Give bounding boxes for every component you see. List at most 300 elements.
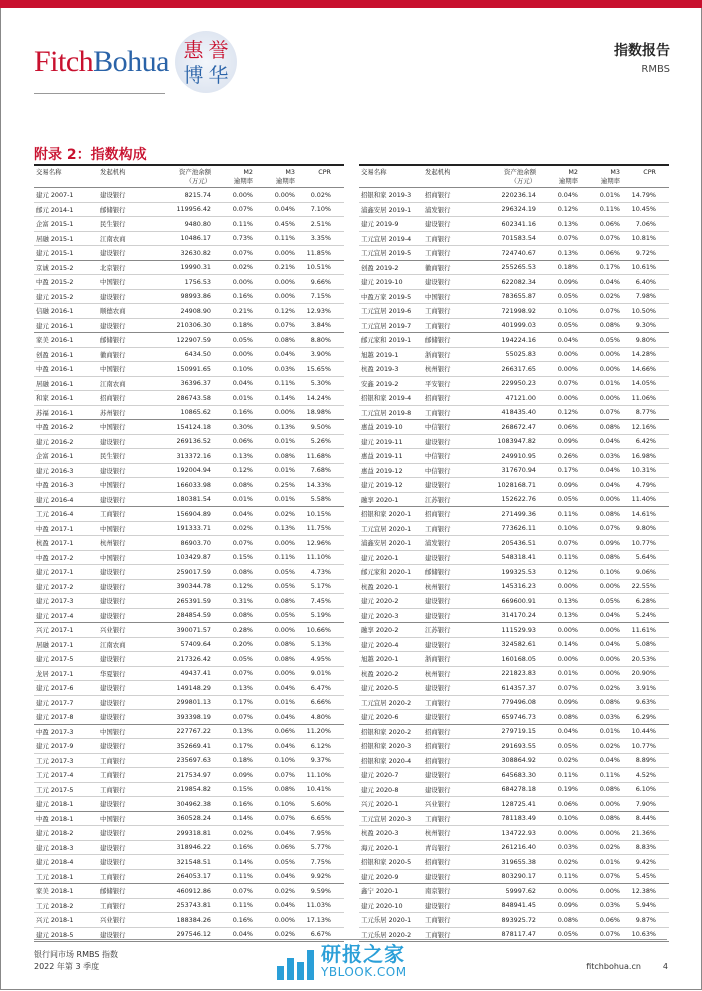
cell-originator: 建设银行 — [425, 771, 451, 780]
cell-m2-delinquency: 0.18% — [232, 756, 253, 765]
cell-originator: 工商银行 — [425, 930, 451, 939]
cell-deal-name: 中盈 2016-3 — [36, 481, 74, 490]
cell-originator: 江南农商 — [100, 640, 126, 649]
cell-pool-balance: 98993.86 — [180, 292, 211, 301]
footer-publication — [34, 949, 118, 973]
cell-pool-balance: 205436.51 — [501, 538, 536, 547]
table-row — [34, 638, 344, 653]
cell-m3-delinquency: 0.11% — [274, 234, 295, 243]
cell-deal-name: 建元 2020-3 — [361, 611, 399, 620]
cell-m2-delinquency: 0.09% — [557, 698, 578, 707]
cell-m3-delinquency: 0.07% — [274, 770, 295, 779]
table-row — [34, 290, 344, 305]
cell-pool-balance: 279719.15 — [501, 727, 536, 736]
cell-cpr: 5.60% — [310, 799, 331, 808]
cell-m2-delinquency: 0.18% — [557, 263, 578, 272]
cell-cpr: 9.63% — [635, 698, 656, 707]
table-row — [34, 754, 344, 769]
cell-pool-balance: 779496.08 — [501, 698, 536, 707]
cell-deal-name: 居融 2015-1 — [36, 234, 74, 243]
table-row — [34, 304, 344, 319]
cell-pool-balance: 291693.55 — [501, 741, 536, 750]
table-row — [359, 812, 669, 827]
cell-m2-delinquency: 0.11% — [232, 872, 253, 881]
cell-cpr: 3.91% — [635, 683, 656, 692]
cell-m3-delinquency: 0.11% — [599, 770, 620, 779]
cell-cpr: 4.73% — [310, 567, 331, 576]
cell-deal-name: 建元 2015-2 — [36, 292, 74, 301]
cell-deal-name: 家美 2018-1 — [36, 887, 74, 896]
cell-cpr: 14.05% — [631, 379, 656, 388]
cell-deal-name: 鑫宁 2020-1 — [361, 887, 399, 896]
cell-m2-delinquency: 0.07% — [232, 669, 253, 678]
cell-m3-delinquency: 0.05% — [274, 567, 295, 576]
table-row — [359, 522, 669, 537]
table-row — [359, 377, 669, 392]
col-m2: M2 逾期率 — [558, 168, 578, 185]
cell-m3-delinquency: 0.25% — [274, 480, 295, 489]
cell-deal-name: 招银和家 2020-4 — [361, 756, 412, 765]
col-cpr: CPR — [643, 168, 656, 176]
cell-m3-delinquency: 0.06% — [274, 727, 295, 736]
cell-cpr: 3.35% — [310, 234, 331, 243]
cell-cpr: 7.06% — [635, 219, 656, 228]
cell-m3-delinquency: 0.08% — [599, 321, 620, 330]
table-row — [34, 522, 344, 537]
cell-originator: 建设银行 — [100, 321, 126, 330]
table-row — [359, 188, 669, 203]
cell-m3-delinquency: 0.00% — [599, 799, 620, 808]
cell-m2-delinquency: 0.07% — [557, 234, 578, 243]
table-row — [34, 739, 344, 754]
report-type: 指数报告 — [614, 43, 670, 59]
cell-cpr: 7.68% — [310, 466, 331, 475]
cell-originator: 工商银行 — [425, 408, 451, 417]
cell-deal-name: 建元 2020-5 — [361, 684, 399, 693]
cell-cpr: 6.29% — [635, 712, 656, 721]
cell-pool-balance: 352669.41 — [176, 741, 211, 750]
cell-m2-delinquency: 0.17% — [232, 698, 253, 707]
cell-originator: 平安银行 — [425, 379, 451, 388]
cell-originator: 邮储银行 — [425, 336, 451, 345]
cell-m2-delinquency: 0.13% — [557, 611, 578, 620]
cell-m3-delinquency: 0.08% — [599, 814, 620, 823]
cell-cpr: 4.79% — [635, 480, 656, 489]
cell-cpr: 5.19% — [310, 611, 331, 620]
table-row — [34, 623, 344, 638]
cell-deal-name: 建元 2018-1 — [36, 800, 74, 809]
cell-m2-delinquency: 0.08% — [557, 915, 578, 924]
cell-pool-balance: 57409.64 — [180, 640, 211, 649]
cell-m2-delinquency: 0.09% — [557, 277, 578, 286]
cell-pool-balance: 286743.58 — [176, 393, 211, 402]
cell-m2-delinquency: 0.00% — [557, 582, 578, 591]
cell-m3-delinquency: 0.01% — [274, 466, 295, 475]
cell-deal-name: 建元 2020-6 — [361, 713, 399, 722]
col-deal-name: 交易名称 — [361, 168, 387, 176]
cell-m2-delinquency: 0.07% — [557, 379, 578, 388]
table-row — [34, 217, 344, 232]
cell-deal-name: 建元 2017-7 — [36, 698, 74, 707]
cell-m2-delinquency: 0.14% — [232, 857, 253, 866]
cell-originator: 中信银行 — [425, 466, 451, 475]
cell-m2-delinquency: 0.20% — [232, 640, 253, 649]
cell-cpr: 9.59% — [310, 886, 331, 895]
cell-pool-balance: 6434.50 — [184, 350, 211, 359]
cell-m2-delinquency: 0.12% — [557, 567, 578, 576]
cell-originator: 南京银行 — [425, 887, 451, 896]
cell-pool-balance: 150991.65 — [176, 364, 211, 373]
cell-m2-delinquency: 0.04% — [557, 727, 578, 736]
cell-m2-delinquency: 0.00% — [557, 625, 578, 634]
cell-cpr: 12.16% — [631, 422, 656, 431]
cell-m2-delinquency: 0.11% — [232, 219, 253, 228]
table-row — [34, 580, 344, 595]
cell-deal-name: 居融 2016-1 — [36, 379, 74, 388]
cell-originator: 徽商银行 — [100, 350, 126, 359]
cell-pool-balance: 299318.81 — [176, 828, 211, 837]
footer-website-link[interactable]: fitchbohua.cn — [586, 962, 641, 971]
cell-cpr: 7.90% — [635, 799, 656, 808]
table-row — [359, 725, 669, 740]
cell-originator: 中信银行 — [425, 452, 451, 461]
cell-m3-delinquency: 0.03% — [274, 364, 295, 373]
cell-m2-delinquency: 0.10% — [557, 306, 578, 315]
cell-pool-balance: 154124.18 — [176, 422, 211, 431]
cell-m3-delinquency: 0.04% — [599, 437, 620, 446]
cell-pool-balance: 803290.17 — [501, 872, 536, 881]
cell-deal-name: 龙居 2017-1 — [36, 669, 74, 678]
cell-cpr: 11.68% — [306, 451, 331, 460]
cell-m2-delinquency: 0.18% — [232, 321, 253, 330]
table-row — [359, 913, 669, 928]
cell-pool-balance: 721998.92 — [501, 306, 536, 315]
cell-pool-balance: 24908.90 — [180, 306, 211, 315]
cell-m2-delinquency: 0.07% — [232, 712, 253, 721]
cell-cpr: 6.47% — [310, 683, 331, 692]
cell-cpr: 9.50% — [310, 422, 331, 431]
cell-deal-name: 苏福 2016-1 — [36, 408, 74, 417]
cell-m3-delinquency: 0.07% — [599, 408, 620, 417]
cell-m3-delinquency: 0.08% — [274, 654, 295, 663]
cell-originator: 建设银行 — [100, 466, 126, 475]
cell-deal-name: 建元 2007-1 — [36, 191, 74, 200]
cell-m3-delinquency: 0.13% — [274, 524, 295, 533]
cell-cpr: 7.95% — [310, 828, 331, 837]
cell-cpr: 5.58% — [310, 495, 331, 504]
table-row — [34, 246, 344, 261]
cell-pool-balance: 9480.80 — [184, 219, 211, 228]
cell-deal-name: 建元 2019-12 — [361, 481, 403, 490]
cell-m3-delinquency: 0.02% — [599, 683, 620, 692]
watermark — [275, 942, 407, 980]
cell-deal-name: 惠益 2019-10 — [361, 423, 403, 432]
top-accent-bar — [0, 0, 702, 8]
cell-pool-balance: 659746.73 — [501, 712, 536, 721]
cell-deal-name: 建元 2020-8 — [361, 785, 399, 794]
table-row — [359, 739, 669, 754]
cell-deal-name: 建元 2017-9 — [36, 742, 74, 751]
cell-m3-delinquency: 0.09% — [599, 538, 620, 547]
cell-cpr: 5.30% — [310, 379, 331, 388]
watermark-en: YBLOOK.COM — [321, 965, 407, 979]
cell-m2-delinquency: 0.04% — [557, 190, 578, 199]
cell-deal-name: 信融 2016-1 — [36, 307, 74, 316]
cell-m2-delinquency: 0.02% — [232, 263, 253, 272]
table-row — [359, 435, 669, 450]
cell-m2-delinquency: 0.00% — [232, 277, 253, 286]
cell-m2-delinquency: 0.07% — [557, 683, 578, 692]
cell-m2-delinquency: 0.13% — [232, 683, 253, 692]
cell-deal-name: 工元 2017-5 — [36, 785, 74, 794]
cell-cpr: 5.24% — [635, 611, 656, 620]
cell-originator: 华夏银行 — [100, 669, 126, 678]
cell-m3-delinquency: 0.13% — [274, 422, 295, 431]
cell-originator: 浙商银行 — [425, 350, 451, 359]
table-row — [359, 768, 669, 783]
cell-cpr: 11.20% — [306, 727, 331, 736]
table-row — [34, 435, 344, 450]
cell-cpr: 10.45% — [631, 205, 656, 214]
cell-deal-name: 中盈 2017-3 — [36, 727, 74, 736]
cell-pool-balance: 1083947.82 — [497, 437, 536, 446]
cell-pool-balance: 160168.05 — [501, 654, 536, 663]
cell-pool-balance: 319655.38 — [501, 857, 536, 866]
cell-m3-delinquency: 0.14% — [274, 393, 295, 402]
table-row — [359, 507, 669, 522]
cell-m3-delinquency: 0.00% — [274, 669, 295, 678]
cell-pool-balance: 149148.29 — [176, 683, 211, 692]
cell-cpr: 9.87% — [635, 915, 656, 924]
cell-cpr: 11.06% — [631, 393, 656, 402]
watermark-chart-icon — [275, 942, 315, 980]
cell-pool-balance: 314170.24 — [501, 611, 536, 620]
cell-originator: 建设银行 — [425, 640, 451, 649]
cell-pool-balance: 269136.52 — [176, 437, 211, 446]
cell-m2-delinquency: 0.01% — [232, 495, 253, 504]
col-m3: M3 逾期率 — [275, 168, 295, 185]
cell-m2-delinquency: 0.05% — [557, 292, 578, 301]
table-row — [359, 464, 669, 479]
cell-deal-name: 建元 2018-3 — [36, 843, 74, 852]
cell-cpr: 6.67% — [310, 930, 331, 939]
cell-pool-balance: 460912.86 — [176, 886, 211, 895]
cell-cpr: 11.40% — [631, 495, 656, 504]
cell-m2-delinquency: 0.07% — [232, 205, 253, 214]
cell-m3-delinquency: 0.08% — [599, 509, 620, 518]
cell-originator: 建设银行 — [100, 437, 126, 446]
footer-divider — [34, 939, 667, 940]
cell-cpr: 10.15% — [306, 509, 331, 518]
cell-m2-delinquency: 0.02% — [557, 857, 578, 866]
cell-m3-delinquency: 0.06% — [599, 248, 620, 257]
footer-right — [586, 962, 668, 971]
cell-originator: 招商银行 — [425, 756, 451, 765]
cell-originator: 建设银行 — [100, 597, 126, 606]
cell-deal-name: 杭盈 2020-3 — [361, 829, 399, 838]
cell-pool-balance: 156904.89 — [176, 509, 211, 518]
cell-originator: 江南农商 — [100, 379, 126, 388]
cell-pool-balance: 19990.31 — [180, 263, 211, 272]
cell-cpr: 12.93% — [306, 306, 331, 315]
cell-m2-delinquency: 0.12% — [232, 466, 253, 475]
cell-pool-balance: 299801.13 — [176, 698, 211, 707]
cell-originator: 工商银行 — [100, 785, 126, 794]
cell-originator: 工商银行 — [100, 756, 126, 765]
cell-originator: 杭州银行 — [425, 829, 451, 838]
cell-m2-delinquency: 0.15% — [232, 785, 253, 794]
table-row — [359, 681, 669, 696]
cell-originator: 招商银行 — [425, 510, 451, 519]
cell-deal-name: 招银和家 2020-5 — [361, 858, 412, 867]
cell-originator: 建设银行 — [425, 553, 451, 562]
table-row — [34, 841, 344, 856]
cell-pool-balance: 111529.93 — [501, 625, 536, 634]
cell-m2-delinquency: 0.05% — [232, 335, 253, 344]
table-row — [359, 420, 669, 435]
cell-originator: 中国银行 — [100, 481, 126, 490]
cell-pool-balance: 128725.41 — [501, 799, 536, 808]
cell-cpr: 4.95% — [310, 654, 331, 663]
cell-cpr: 14.24% — [306, 393, 331, 402]
table-row — [34, 261, 344, 276]
cell-m2-delinquency: 0.13% — [232, 727, 253, 736]
cell-originator: 工商银行 — [425, 307, 451, 316]
cell-originator: 建设银行 — [425, 684, 451, 693]
cell-originator: 民生银行 — [100, 220, 126, 229]
cell-cpr: 10.77% — [631, 538, 656, 547]
fitchbohua-logo — [34, 32, 237, 92]
cell-deal-name: 兴元 2020-1 — [361, 800, 399, 809]
table-row — [359, 319, 669, 334]
cell-deal-name: 建元 2016-2 — [36, 437, 74, 446]
cell-deal-name: 工元乐居 2020-1 — [361, 916, 412, 925]
table-row — [34, 551, 344, 566]
cell-m2-delinquency: 0.06% — [557, 799, 578, 808]
cell-pool-balance: 701583.54 — [501, 234, 536, 243]
cell-deal-name: 浦鑫安居 2020-1 — [361, 539, 412, 548]
cell-pool-balance: 265391.59 — [176, 596, 211, 605]
cell-m2-delinquency: 0.73% — [232, 234, 253, 243]
cell-cpr: 11.10% — [306, 770, 331, 779]
col-originator: 发起机构 — [425, 168, 451, 176]
cell-pool-balance: 313372.16 — [176, 451, 211, 460]
cell-m3-delinquency: 0.05% — [274, 857, 295, 866]
table-row — [359, 652, 669, 667]
cell-m3-delinquency: 0.00% — [274, 248, 295, 257]
table-row — [34, 855, 344, 870]
table-row — [359, 232, 669, 247]
table-row — [359, 449, 669, 464]
cell-deal-name: 建元 2016-4 — [36, 495, 74, 504]
cell-m2-delinquency: 0.19% — [557, 785, 578, 794]
cell-cpr: 14.79% — [631, 190, 656, 199]
cell-m3-delinquency: 0.01% — [274, 698, 295, 707]
cell-deal-name: 建元 2018-4 — [36, 858, 74, 867]
cell-m2-delinquency: 0.10% — [557, 814, 578, 823]
cell-originator: 招商银行 — [425, 394, 451, 403]
cell-cpr: 5.13% — [310, 640, 331, 649]
table-row — [34, 870, 344, 885]
cell-cpr: 18.98% — [306, 408, 331, 417]
cell-m3-delinquency: 0.00% — [599, 669, 620, 678]
cell-cpr: 9.92% — [310, 872, 331, 881]
report-subtitle: RMBS — [641, 64, 670, 75]
cell-m3-delinquency: 0.07% — [599, 930, 620, 939]
cell-m2-delinquency: 0.11% — [557, 770, 578, 779]
cell-pool-balance: 669600.91 — [501, 596, 536, 605]
cell-deal-name: 杭盈 2020-1 — [361, 582, 399, 591]
cell-deal-name: 建元 2019-11 — [361, 437, 403, 446]
cell-pool-balance: 264053.17 — [176, 872, 211, 881]
cell-originator: 苏州银行 — [100, 408, 126, 417]
cell-pool-balance: 614357.37 — [501, 683, 536, 692]
cell-originator: 顺德农商 — [100, 307, 126, 316]
table-row — [359, 855, 669, 870]
cell-deal-name: 招银和家 2020-3 — [361, 742, 412, 751]
cell-originator: 建设银行 — [100, 684, 126, 693]
cell-m2-delinquency: 0.30% — [232, 422, 253, 431]
cell-deal-name: 招银和家 2019-3 — [361, 191, 412, 200]
col-originator: 发起机构 — [100, 168, 126, 176]
cell-originator: 建设银行 — [100, 858, 126, 867]
cell-deal-name: 建元 2017-2 — [36, 582, 74, 591]
cell-deal-name: 招银和家 2019-4 — [361, 394, 412, 403]
cell-deal-name: 建元 2017-1 — [36, 568, 74, 577]
table-row — [34, 333, 344, 348]
table-row — [34, 188, 344, 203]
cell-originator: 中国银行 — [100, 553, 126, 562]
cell-cpr: 9.80% — [635, 335, 656, 344]
watermark-cn: 研报之家 — [321, 942, 405, 966]
cell-pool-balance: 393398.19 — [176, 712, 211, 721]
cell-pool-balance: 848941.45 — [501, 901, 536, 910]
cell-pool-balance: 308864.92 — [501, 756, 536, 765]
table-row — [359, 362, 669, 377]
cell-cpr: 5.77% — [310, 843, 331, 852]
cell-m2-delinquency: 0.13% — [557, 219, 578, 228]
seal-char: 惠 — [183, 37, 204, 62]
cell-pool-balance: 188384.26 — [176, 915, 211, 924]
cell-cpr: 6.28% — [635, 596, 656, 605]
cell-originator: 招商银行 — [425, 858, 451, 867]
cell-cpr: 10.66% — [306, 625, 331, 634]
cell-deal-name: 浦鑫安居 2019-1 — [361, 205, 412, 214]
cell-pool-balance: 86903.70 — [180, 538, 211, 547]
cell-pool-balance: 401999.03 — [501, 321, 536, 330]
cell-cpr: 5.45% — [635, 872, 656, 881]
cell-m3-delinquency: 0.03% — [599, 451, 620, 460]
cell-pool-balance: 548318.41 — [501, 553, 536, 562]
cell-m3-delinquency: 0.00% — [599, 364, 620, 373]
table-row — [34, 493, 344, 508]
cell-cpr: 17.13% — [306, 915, 331, 924]
cell-pool-balance: 119956.42 — [176, 205, 211, 214]
table-row — [359, 609, 669, 624]
cell-originator: 中国银行 — [100, 727, 126, 736]
cell-cpr: 5.26% — [310, 437, 331, 446]
table-row — [359, 406, 669, 421]
cell-deal-name: 招银和家 2020-1 — [361, 510, 412, 519]
logo-divider — [34, 93, 165, 94]
cell-m2-delinquency: 0.00% — [557, 364, 578, 373]
section-title: 附录 2：指数构成 — [34, 147, 147, 163]
cell-cpr: 4.80% — [310, 712, 331, 721]
table-row — [359, 884, 669, 899]
cell-m3-delinquency: 0.01% — [599, 190, 620, 199]
cell-m3-delinquency: 0.11% — [599, 205, 620, 214]
cell-m2-delinquency: 0.16% — [232, 292, 253, 301]
